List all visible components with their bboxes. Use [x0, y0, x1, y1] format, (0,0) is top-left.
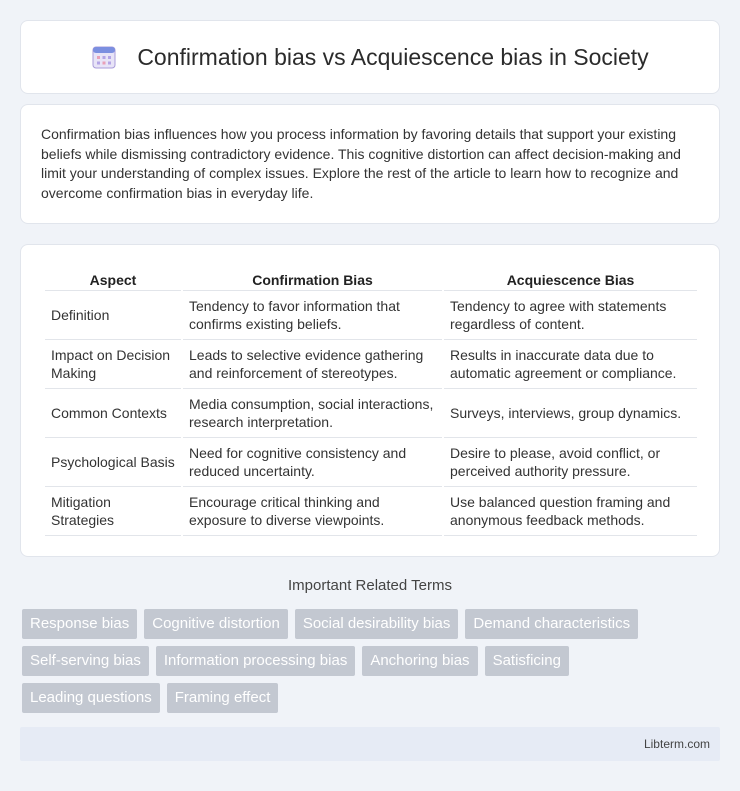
intro-card: [20, 104, 720, 224]
page-title: Confirmation bias vs Acquiescence bias in Society: [137, 43, 649, 70]
tag-demand-characteristics[interactable]: Demand characteristics: [465, 609, 638, 639]
table-row: [45, 389, 697, 438]
related-terms-title: Important Related Terms: [288, 577, 452, 594]
tag-information-processing-bias[interactable]: Information processing bias: [156, 646, 355, 676]
title-card: [20, 20, 720, 94]
tag-row: [22, 609, 722, 646]
table-row: [45, 291, 697, 340]
row-confirmation: Encourage critical thinking and exposure to diverse viewpoints.: [183, 487, 442, 536]
tag-cognitive-distortion[interactable]: Cognitive distortion: [144, 609, 288, 639]
table-row: [45, 438, 697, 487]
comparison-table: [43, 265, 699, 536]
tag-self-serving-bias[interactable]: Self-serving bias: [22, 646, 149, 676]
calendar-grid-icon: [91, 44, 117, 70]
row-aspect: Impact on Decision Making: [45, 340, 181, 389]
row-aspect: Definition: [45, 291, 181, 340]
table-row: [45, 340, 697, 389]
footer-brand[interactable]: Libterm.com: [643, 737, 710, 751]
table-row: [45, 487, 697, 536]
intro-text: Confirmation bias influences how you process information by favoring details that support your existing beliefs while dismissing contradictory evidence. This cognitive distortion can affect decision-making and limit your understanding of complex issues. Explore the rest of the article to learn how to recognize and overcome confirmation bias in everyday life.: [41, 126, 681, 201]
row-aspect: Mitigation Strategies: [45, 487, 181, 536]
row-acquiescence: Tendency to agree with statements regardless of content.: [444, 291, 697, 340]
tag-anchoring-bias[interactable]: Anchoring bias: [362, 646, 477, 676]
row-confirmation: Leads to selective evidence gathering and reinforcement of stereotypes.: [183, 340, 442, 389]
row-aspect: Psychological Basis: [45, 438, 181, 487]
tag-row: [22, 683, 722, 720]
header-confirmation-bias: Confirmation Bias: [183, 265, 442, 291]
tag-social-desirability-bias[interactable]: Social desirability bias: [295, 609, 459, 639]
tag-framing-effect[interactable]: Framing effect: [167, 683, 279, 713]
row-confirmation: Tendency to favor information that confirms existing beliefs.: [183, 291, 442, 340]
row-acquiescence: Use balanced question framing and anonymous feedback methods.: [444, 487, 697, 536]
tag-leading-questions[interactable]: Leading questions: [22, 683, 160, 713]
tag-row: [22, 646, 722, 683]
related-terms-tags: [22, 609, 722, 720]
row-confirmation: Media consumption, social interactions, research interpretation.: [183, 389, 442, 438]
comparison-table-card: [20, 244, 720, 557]
footer: [20, 727, 720, 761]
row-acquiescence: Desire to please, avoid conflict, or perceived authority pressure.: [444, 438, 697, 487]
table-header-row: [45, 265, 697, 291]
header-acquiescence-bias: Acquiescence Bias: [444, 265, 697, 291]
tag-response-bias[interactable]: Response bias: [22, 609, 137, 639]
row-acquiescence: Results in inaccurate data due to automatic agreement or compliance.: [444, 340, 697, 389]
row-acquiescence: Surveys, interviews, group dynamics.: [444, 389, 697, 438]
row-aspect: Common Contexts: [45, 389, 181, 438]
tag-satisficing[interactable]: Satisficing: [485, 646, 569, 676]
header-aspect: Aspect: [45, 265, 181, 291]
row-confirmation: Need for cognitive consistency and reduced uncertainty.: [183, 438, 442, 487]
